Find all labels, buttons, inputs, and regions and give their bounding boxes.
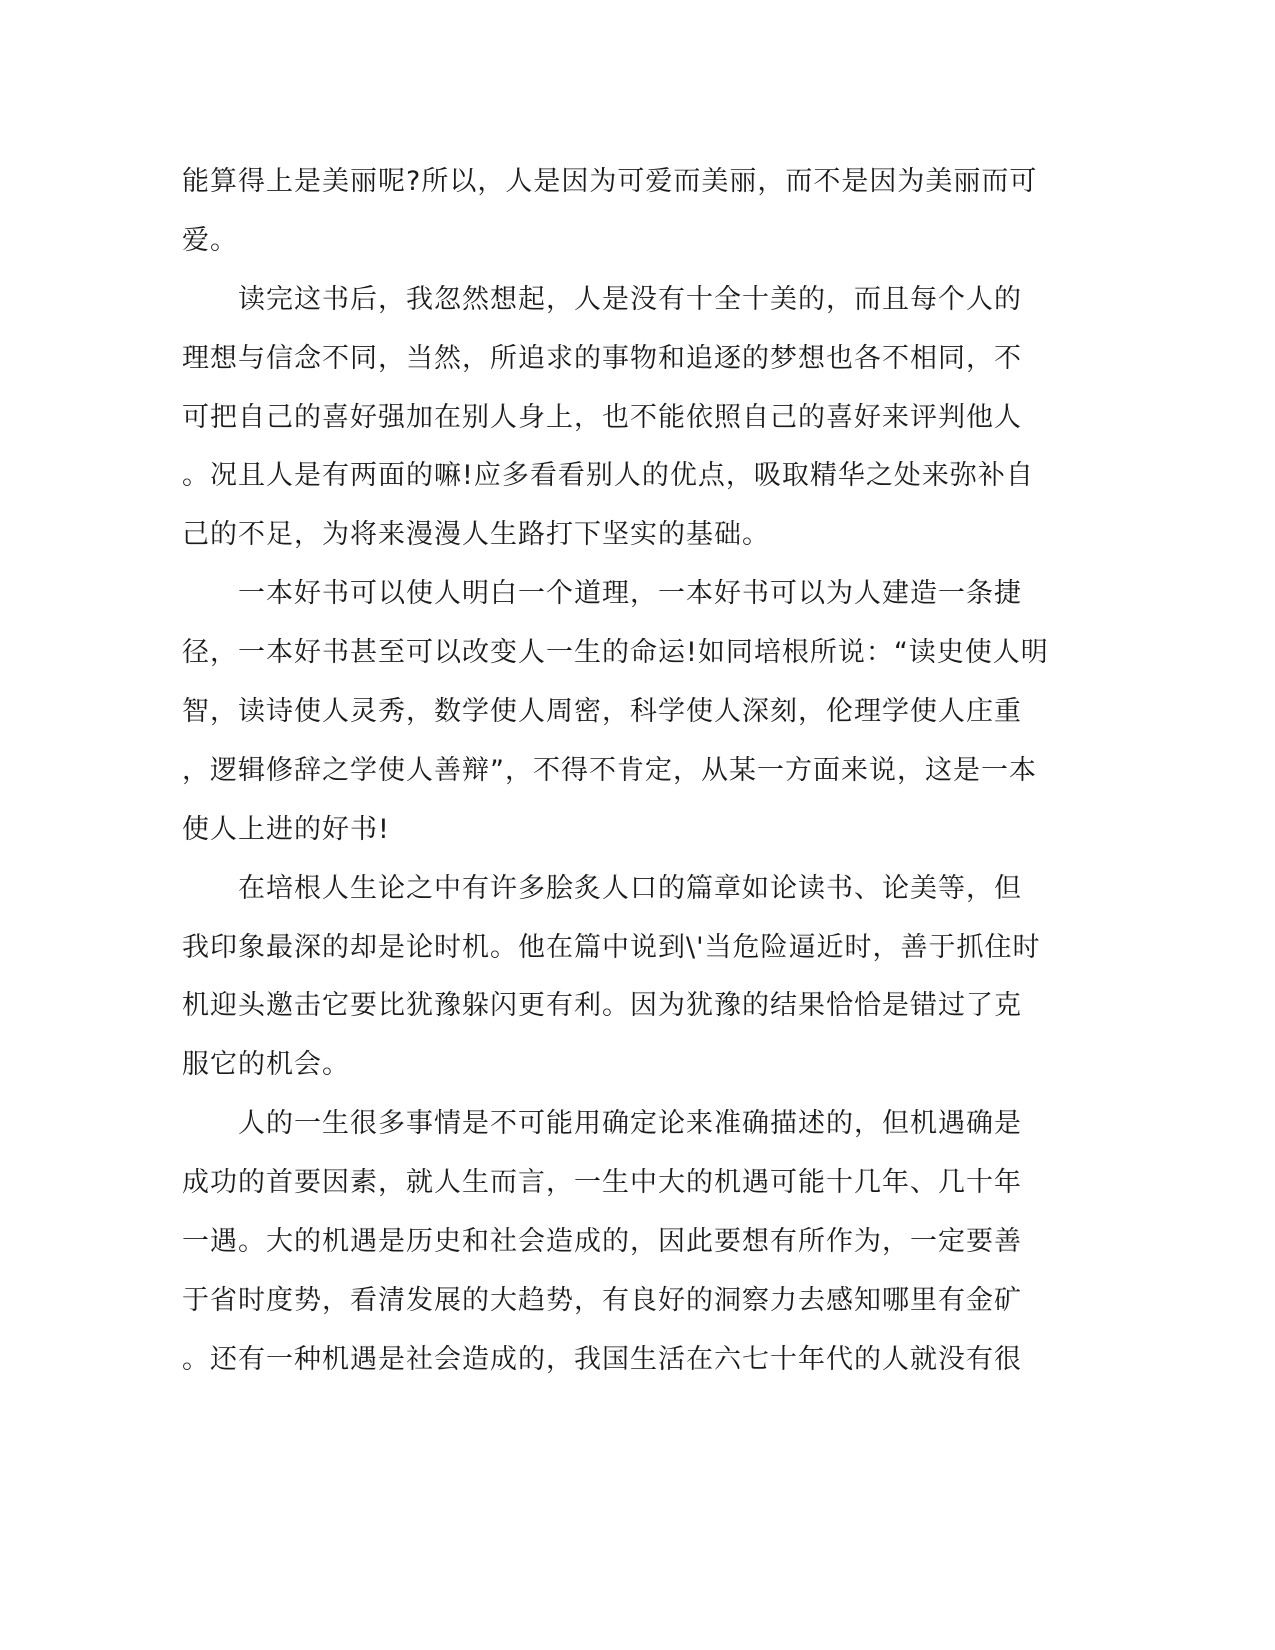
text-line: 径，一本好书甚至可以改变人一生的命运!如同培根所说：“读史使人明 [182,637,1049,669]
text-line: 。还有一种机遇是社会造成的，我国生活在六七十年代的人就没有很 [182,1343,1022,1375]
text-line: 己的不足，为将来漫漫人生路打下坚实的基础。 [182,519,770,551]
text-line: 能算得上是美丽呢?所以，人是因为可爱而美丽，而不是因为美丽而可 [182,166,1038,197]
text-line: 服它的机会。 [182,1049,350,1081]
text-line: 可把自己的喜好强加在别人身上，也不能依照自己的喜好来评判他人 [182,401,1022,433]
text-line: 爱。 [182,224,238,256]
text-line: ，逻辑修辞之学使人善辩”，不得不肯定，从某一方面来说，这是一本 [182,754,1037,786]
text-line: 机迎头邀击它要比犹豫躲闪更有利。因为犹豫的结果恰恰是错过了克 [182,990,1022,1022]
text-line: 。况且人是有两面的嘛!应多看看别人的优点，吸取精华之处来弥补自 [182,460,1034,492]
text-line: 读完这书后，我忽然想起，人是没有十全十美的，而且每个人的 [182,283,1022,315]
text-line: 智，读诗使人灵秀，数学使人周密，科学使人深刻，伦理学使人庄重 [182,696,1022,728]
text-line: 使人上进的好书! [182,813,390,845]
text-line: 成功的首要因素，就人生而言，一生中大的机遇可能十几年、几十年 [182,1167,1022,1199]
text-line: 理想与信念不同，当然，所追求的事物和追逐的梦想也各不相同，不 [182,342,1022,374]
text-line: 人的一生很多事情是不可能用确定论来准确描述的，但机遇确是 [182,1108,1022,1140]
text-line: 在培根人生论之中有许多脍炙人口的篇章如论读书、论美等，但 [182,872,1022,904]
text-line: 于省时度势，看清发展的大趋势，有良好的洞察力去感知哪里有金矿 [182,1284,1022,1316]
text-line: 一遇。大的机遇是历史和社会造成的，因此要想有所作为，一定要善 [182,1226,1022,1258]
body-text [182,162,1049,1399]
text-line: 一本好书可以使人明白一个道理，一本好书可以为人建造一条捷 [182,578,1022,610]
text-line: 我印象最深的却是论时机。他在篇中说到\'当危险逼近时，善于抓住时 [182,931,1041,963]
